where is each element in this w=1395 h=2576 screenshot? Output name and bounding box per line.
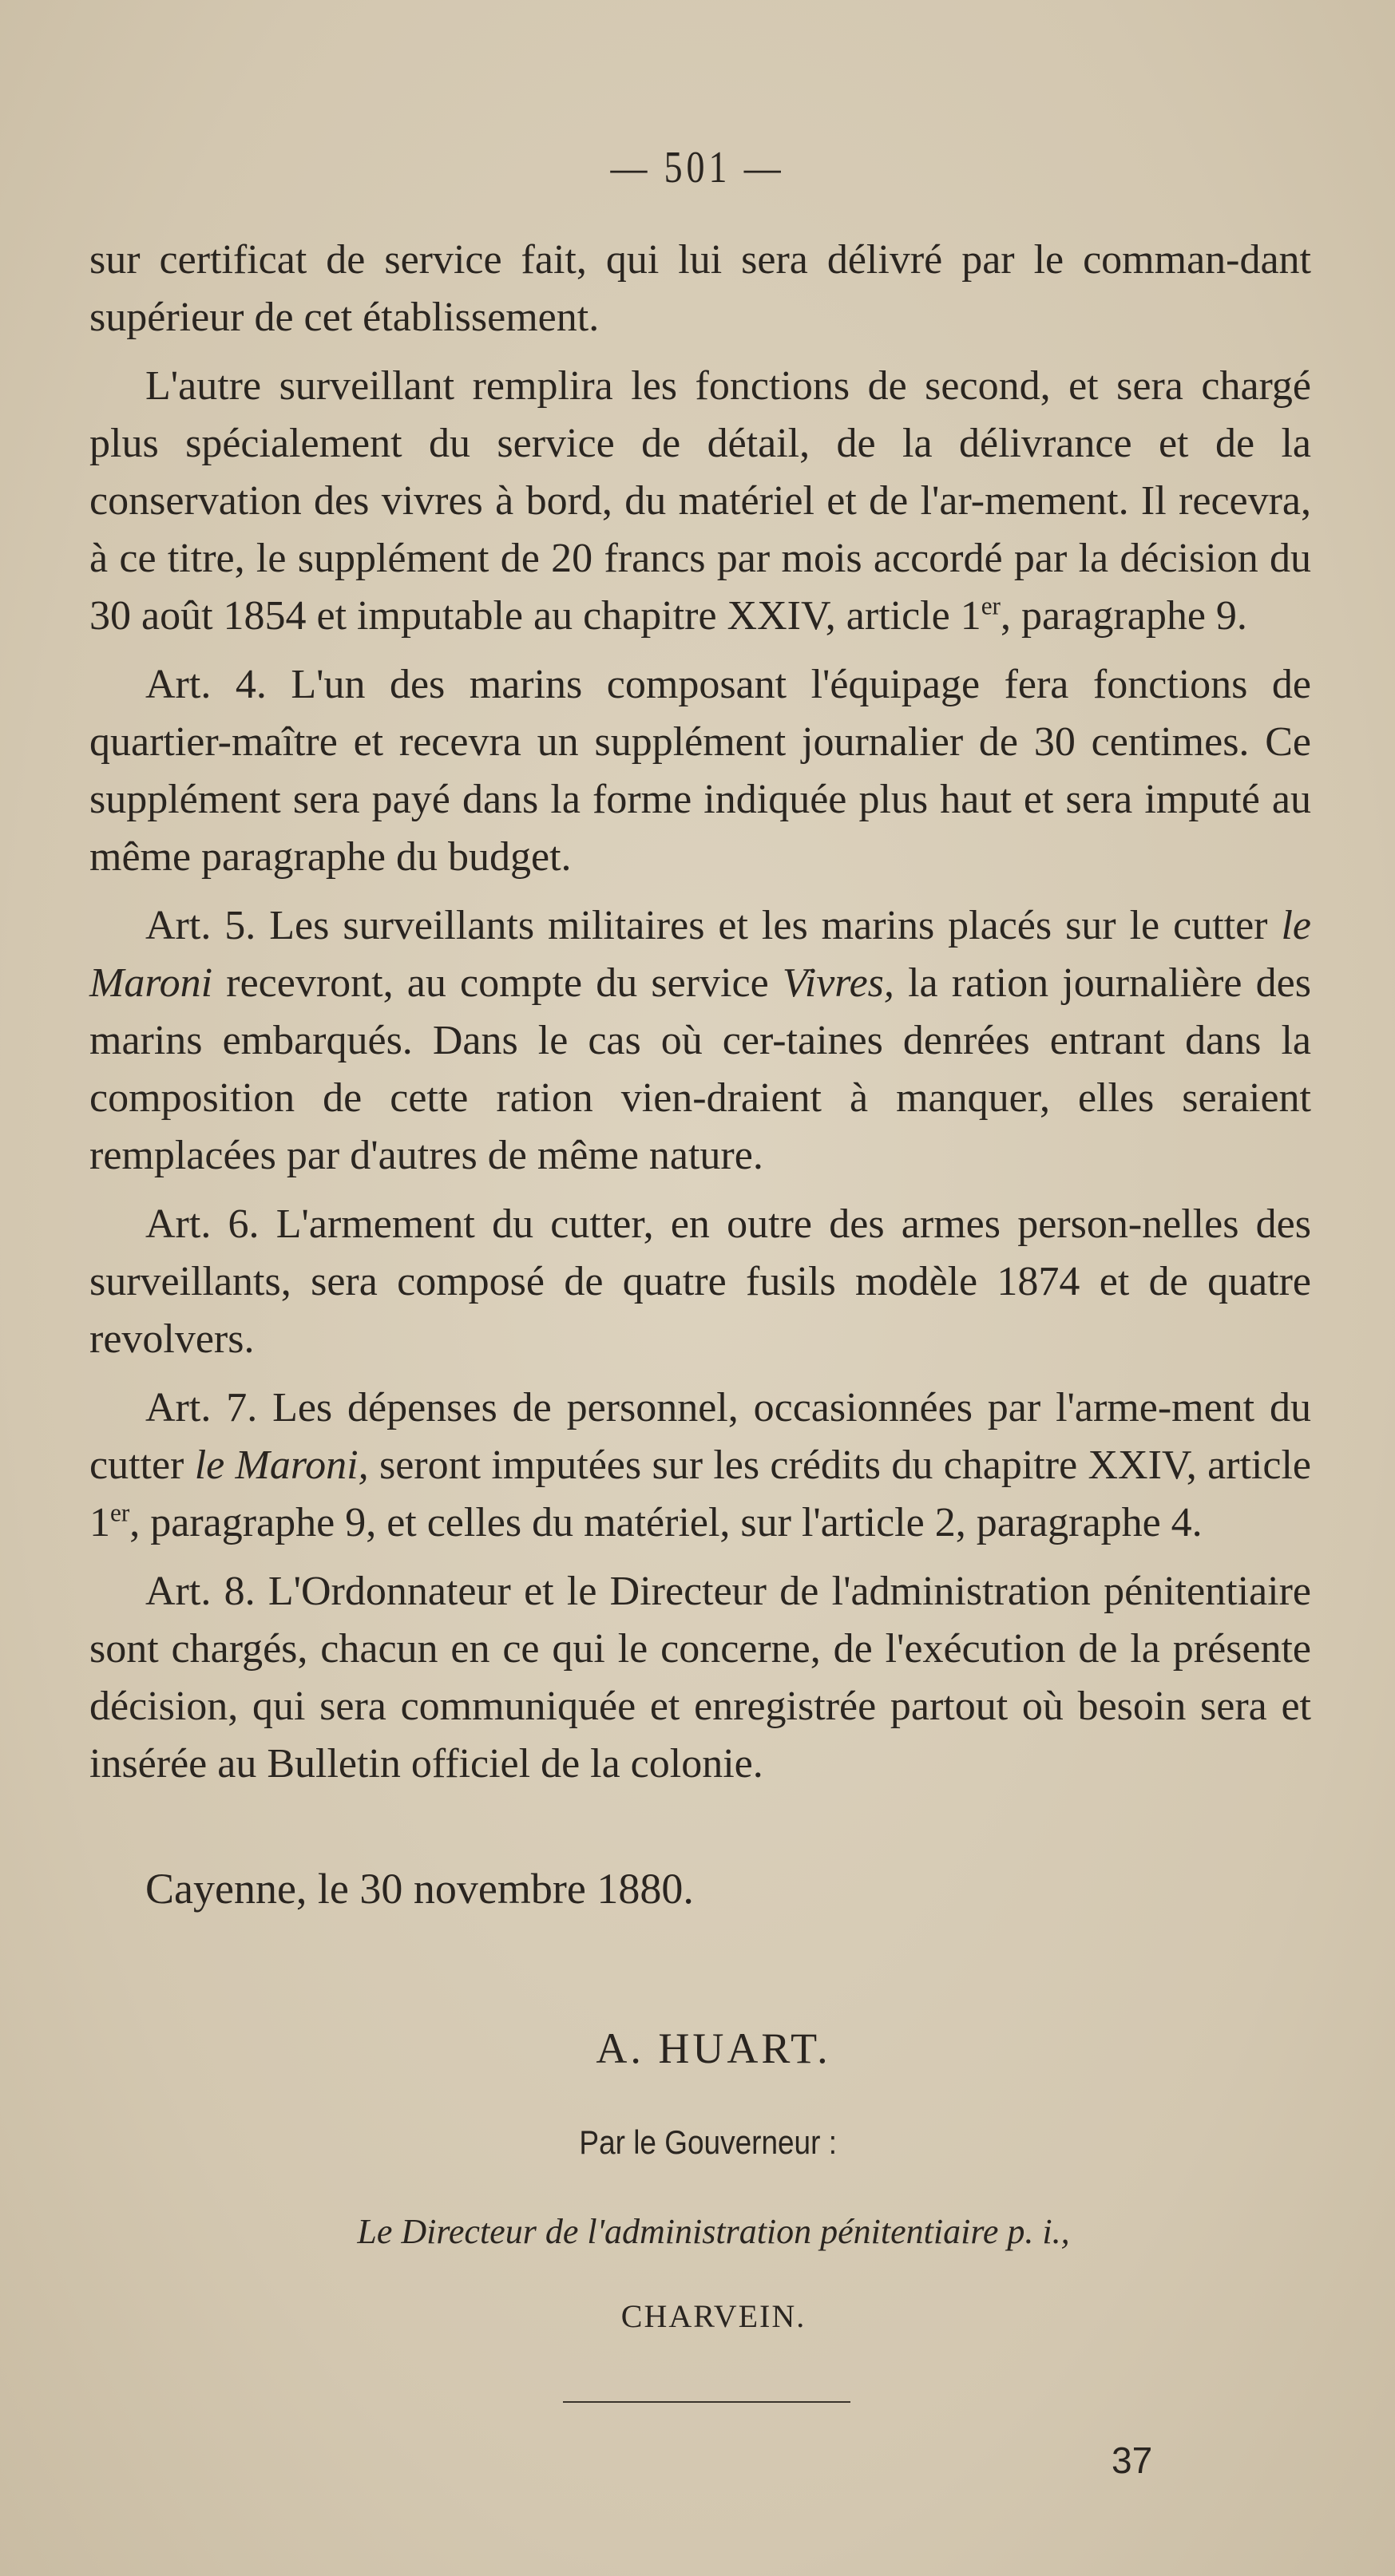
divider-rule	[563, 2401, 850, 2403]
par-le-gouverneur: Par le Gouverneur :	[579, 2123, 837, 2161]
director-title: Le Directeur de l'administration pénitentiaire p. i.,	[357, 2212, 1070, 2251]
paragraph-text: Art. 4. L'un des marins composant l'équipage fera fonctions de quartier-maître et recevra un supplément journalier de 30 centimes. Ce supplément sera payé dans la forme indiquée plus haut et sera imputé au même paragraphe du budget.	[89, 662, 1311, 880]
director-name: CHARVEIN.	[620, 2298, 806, 2334]
paragraph-text: , paragraphe 9.	[1000, 593, 1247, 639]
article-7	[89, 1379, 1311, 1552]
article-5	[89, 897, 1311, 1185]
dateline: Cayenne, le 30 novembre 1880.	[145, 1865, 694, 1913]
page-number: — 501 —	[610, 143, 785, 192]
article-6	[89, 1196, 1311, 1368]
paragraph-text: la ration journalière des marins embarqués. Dans le cas où cer-taines denrées entrant dans la composition de cette ration vien-draient à manquer, elles seraient remplacées par d'autres de même nature.	[89, 960, 1311, 1178]
paragraph-text: Art. 6. L'armement du cutter, en outre des armes person-nelles des surveillants, sera composé de quatre fusils modèle 1874 et de quatre revolvers.	[89, 1201, 1311, 1362]
paragraph-text: sur certificat de service fait, qui lui sera délivré par le comman-dant supérieur de cet établissement.	[89, 237, 1311, 340]
paragraph-text: Art. 8. L'Ordonnateur et le Directeur de l'administration pénitentiaire sont chargés, chacun en ce qui le concerne, de l'exécution de la présente décision, qui sera communiquée et enregistrée partout où besoin sera et insérée au Bulletin officiel de la colonie.	[89, 1569, 1311, 1787]
italic-text: Vivres,	[782, 960, 894, 1006]
superscript: er	[981, 592, 1001, 620]
paragraph-text: , paragraphe 9, et celles du matériel, sur l'article 2, paragraphe 4.	[129, 1500, 1203, 1545]
superscript: er	[110, 1498, 130, 1527]
italic-text: le Maroni	[89, 903, 1311, 1006]
article-4	[89, 656, 1311, 886]
signature: A. HUART.	[596, 2024, 831, 2072]
article-8	[89, 1563, 1311, 1793]
paragraph-text: Art. 5. Les surveillants militaires et les marins placés sur le cutter	[145, 903, 1282, 948]
paragraph-text: seront imputées sur les crédits du chapitre XXIV, article 1	[89, 1442, 1311, 1545]
paragraph-second-surveillant	[89, 358, 1311, 645]
italic-text: le Maroni,	[194, 1442, 369, 1488]
paragraph-text: L'autre surveillant remplira les fonctions de second, et sera chargé plus spécialement du service de détail, de la délivrance et de la conservation des vivres à bord, du matériel et de l'ar-mement. Il recevra, à ce titre, le supplément de 20 francs par mois accordé par la décision du 30 août 1854 et imputable au chapitre XXIV, article 1	[89, 363, 1311, 639]
body-text	[89, 231, 1311, 1804]
sheet-number: 37	[1112, 2439, 1153, 2481]
paragraph-text: Art. 7. Les dépenses de personnel, occasionnées par l'arme-ment du cutter	[89, 1385, 1311, 1488]
paragraph-text: recevront, au compte du service	[212, 960, 783, 1006]
paragraph-continuation	[89, 231, 1311, 346]
